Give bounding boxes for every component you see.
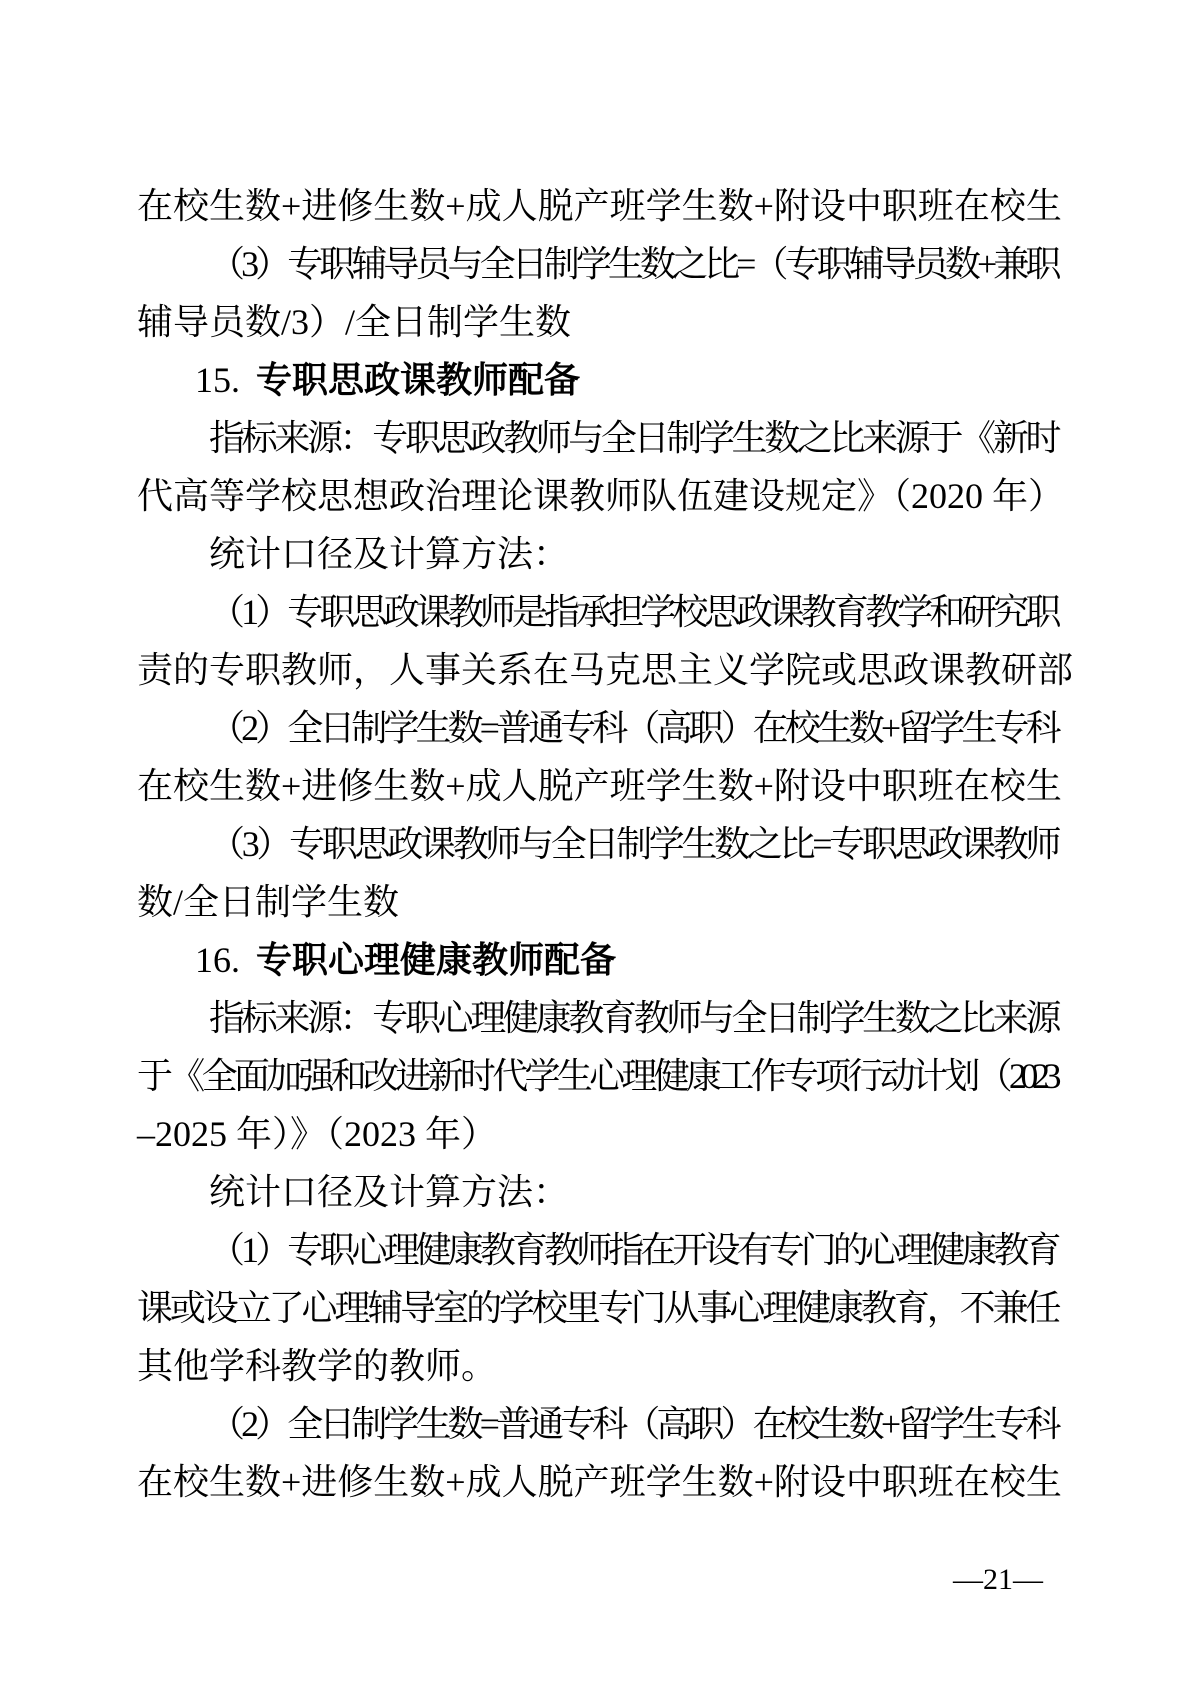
text-line: 于《全面加强和改进新时代学生心理健康工作专项行动计划（2023 (137, 1056, 1055, 1096)
heading-number: 16. (195, 940, 240, 980)
text-line: 代高等学校思想政治理论课教师队伍建设规定》（2020 年） (137, 476, 1065, 516)
text-line: 指标来源：专职思政教师与全日制学生数之比来源于《新时 (209, 418, 1055, 458)
text-line: （1）专职心理健康教育教师指在开设有专门的心理健康教育 (209, 1230, 1055, 1270)
text-line: –2025 年）》（2023 年） (137, 1114, 498, 1154)
text-line: 在校生数+进修生数+成人脱产班学生数+附设中职班在校生 (137, 186, 1062, 226)
text-line: （1）专职思政课教师是指承担学校思政课教育教学和研究职 (209, 592, 1055, 632)
text-line: （3）专职思政课教师与全日制学生数之比=专职思政课教师 (209, 824, 1055, 864)
heading-number: 15. (195, 360, 240, 400)
heading-text: 专职思政课教师配备 (256, 359, 581, 400)
page-number: —21— (953, 1563, 1043, 1596)
text-line: 课或设立了心理辅导室的学校里专门从事心理健康教育，不兼任 (137, 1288, 1055, 1328)
text-line: （2）全日制学生数=普通专科（高职）在校生数+留学生专科 (209, 1404, 1055, 1444)
text-line: 其他学科教学的教师。 (137, 1346, 498, 1386)
text-line: 在校生数+进修生数+成人脱产班学生数+附设中职班在校生 (137, 766, 1062, 806)
text-line: 指标来源：专职心理健康教育教师与全日制学生数之比来源 (209, 998, 1055, 1038)
text-line: 数/全日制学生数 (137, 882, 400, 922)
section-heading (137, 351, 1055, 409)
heading-text: 专职心理健康教师配备 (256, 939, 617, 980)
text-block (137, 177, 1074, 1511)
text-line: 辅导员数/3）/全日制学生数 (137, 302, 572, 342)
section-heading (137, 931, 1055, 989)
text-line: （3）专职辅导员与全日制学生数之比=（专职辅导员数+兼职 (209, 244, 1055, 284)
text-line: 统计口径及计算方法： (209, 534, 570, 574)
text-line: （2）全日制学生数=普通专科（高职）在校生数+留学生专科 (209, 708, 1055, 748)
text-line: 在校生数+进修生数+成人脱产班学生数+附设中职班在校生 (137, 1462, 1062, 1502)
text-line: 统计口径及计算方法： (209, 1172, 570, 1212)
text-line: 责的专职教师，人事关系在马克思主义学院或思政课教研部 (137, 650, 1074, 690)
